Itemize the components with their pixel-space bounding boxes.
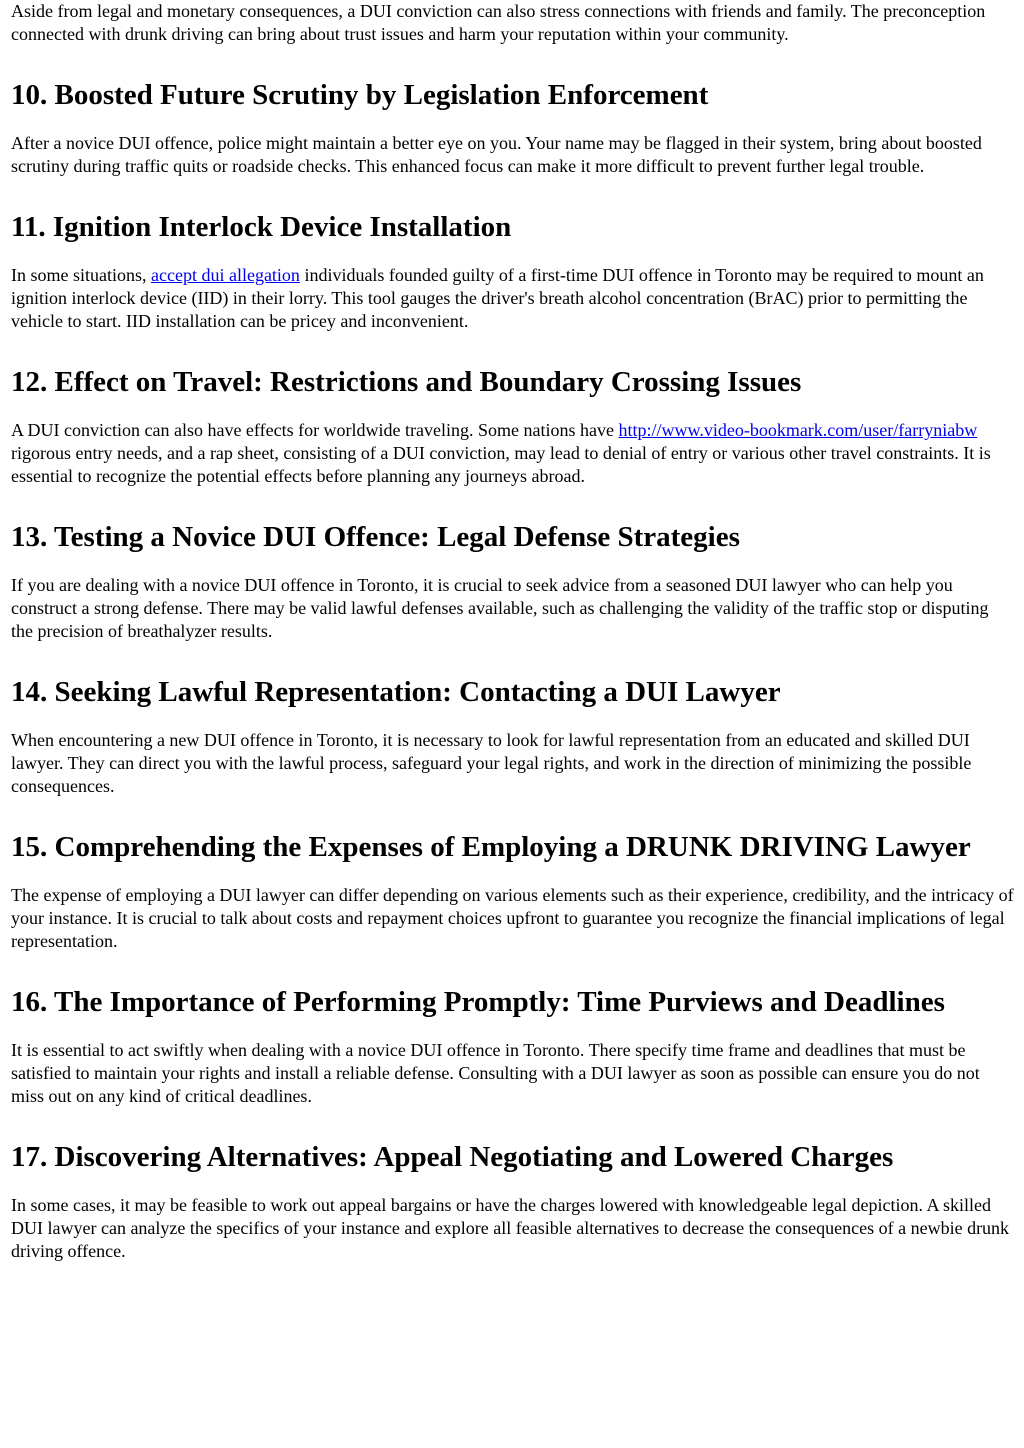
section-16-paragraph: It is essential to act swiftly when dealing with a novice DUI offence in Toronto. There specify time frame and deadlines that must be satisfied to maintain your rights and install a reliable defense. Consulting with a DUI lawyer as soon as possible can ensure you do not miss out on any kind of critical deadlines. (11, 1040, 980, 1106)
section-11-text-before: In some situations, (11, 265, 151, 285)
section-14-paragraph: When encountering a new DUI offence in Toronto, it is necessary to look for lawful representation from an educated and skilled DUI lawyer. They can direct you with the lawful process, safeguard your legal rights, and work in the direction of minimizing the possible consequences. (11, 730, 972, 796)
video-bookmark-link[interactable]: http://www.video-bookmark.com/user/farryniabw (618, 420, 978, 440)
section-17-heading: 17. Discovering Alternatives: Appeal Negotiating and Lowered Charges (11, 1141, 894, 1173)
section-12-heading: 12. Effect on Travel: Restrictions and Boundary Crossing Issues (11, 366, 802, 398)
section-12-text-before: A DUI conviction can also have effects for worldwide traveling. Some nations have (11, 420, 619, 440)
section-15-paragraph: The expense of employing a DUI lawyer can differ depending on various elements such as their experience, credibility, and the intricacy of your instance. It is crucial to talk about costs and repayment choices upfront to guarantee you recognize the financial implications of legal representation. (11, 885, 1014, 951)
section-14-heading: 14. Seeking Lawful Representation: Contacting a DUI Lawyer (11, 676, 781, 708)
section-13-heading: 13. Testing a Novice DUI Offence: Legal Defense Strategies (11, 521, 740, 553)
section-13-paragraph: If you are dealing with a novice DUI offence in Toronto, it is crucial to seek advice from a seasoned DUI lawyer who can help you construct a strong defense. There may be valid lawful defenses available, such as challenging the validity of the traffic stop or disputing the precision of breathalyzer results. (11, 575, 989, 641)
section-10-paragraph: After a novice DUI offence, police might maintain a better eye on you. Your name may be flagged in their system, bring about boosted scrutiny during traffic quits or roadside checks. This enhanced focus can make it more difficult to prevent further legal trouble. (11, 133, 982, 176)
section-12-paragraph (11, 419, 1014, 488)
section-15-heading: 15. Comprehending the Expenses of Employing a DRUNK DRIVING Lawyer (11, 831, 971, 863)
intro-paragraph: Aside from legal and monetary consequences, a DUI conviction can also stress connections with friends and family. The preconception connected with drunk driving can bring about trust issues and harm your reputation within your community. (11, 1, 986, 44)
section-16-heading: 16. The Importance of Performing Promptly: Time Purviews and Deadlines (11, 986, 945, 1018)
section-11-heading: 11. Ignition Interlock Device Installation (11, 211, 512, 243)
accept-dui-allegation-link[interactable]: accept dui allegation (151, 265, 300, 285)
section-11-paragraph (11, 264, 1014, 333)
section-12-text-after: rigorous entry needs, and a rap sheet, consisting of a DUI conviction, may lead to denial of entry or various other travel constraints. It is essential to recognize the potential effects before planning any journeys abroad. (11, 443, 991, 486)
section-11-text-after: individuals founded guilty of a first-time DUI offence in Toronto may be required to mount an ignition interlock device (IID) in their lorry. This tool gauges the driver's breath alcohol concentration (BrAC) prior to permitting the vehicle to start. IID installation can be pricey and inconvenient. (11, 265, 984, 331)
section-17-paragraph: In some cases, it may be feasible to work out appeal bargains or have the charges lowered with knowledgeable legal depiction. A skilled DUI lawyer can analyze the specifics of your instance and explore all feasible alternatives to decrease the consequences of a newbie drunk driving offence. (11, 1195, 1010, 1261)
section-10-heading: 10. Boosted Future Scrutiny by Legislation Enforcement (11, 79, 709, 111)
